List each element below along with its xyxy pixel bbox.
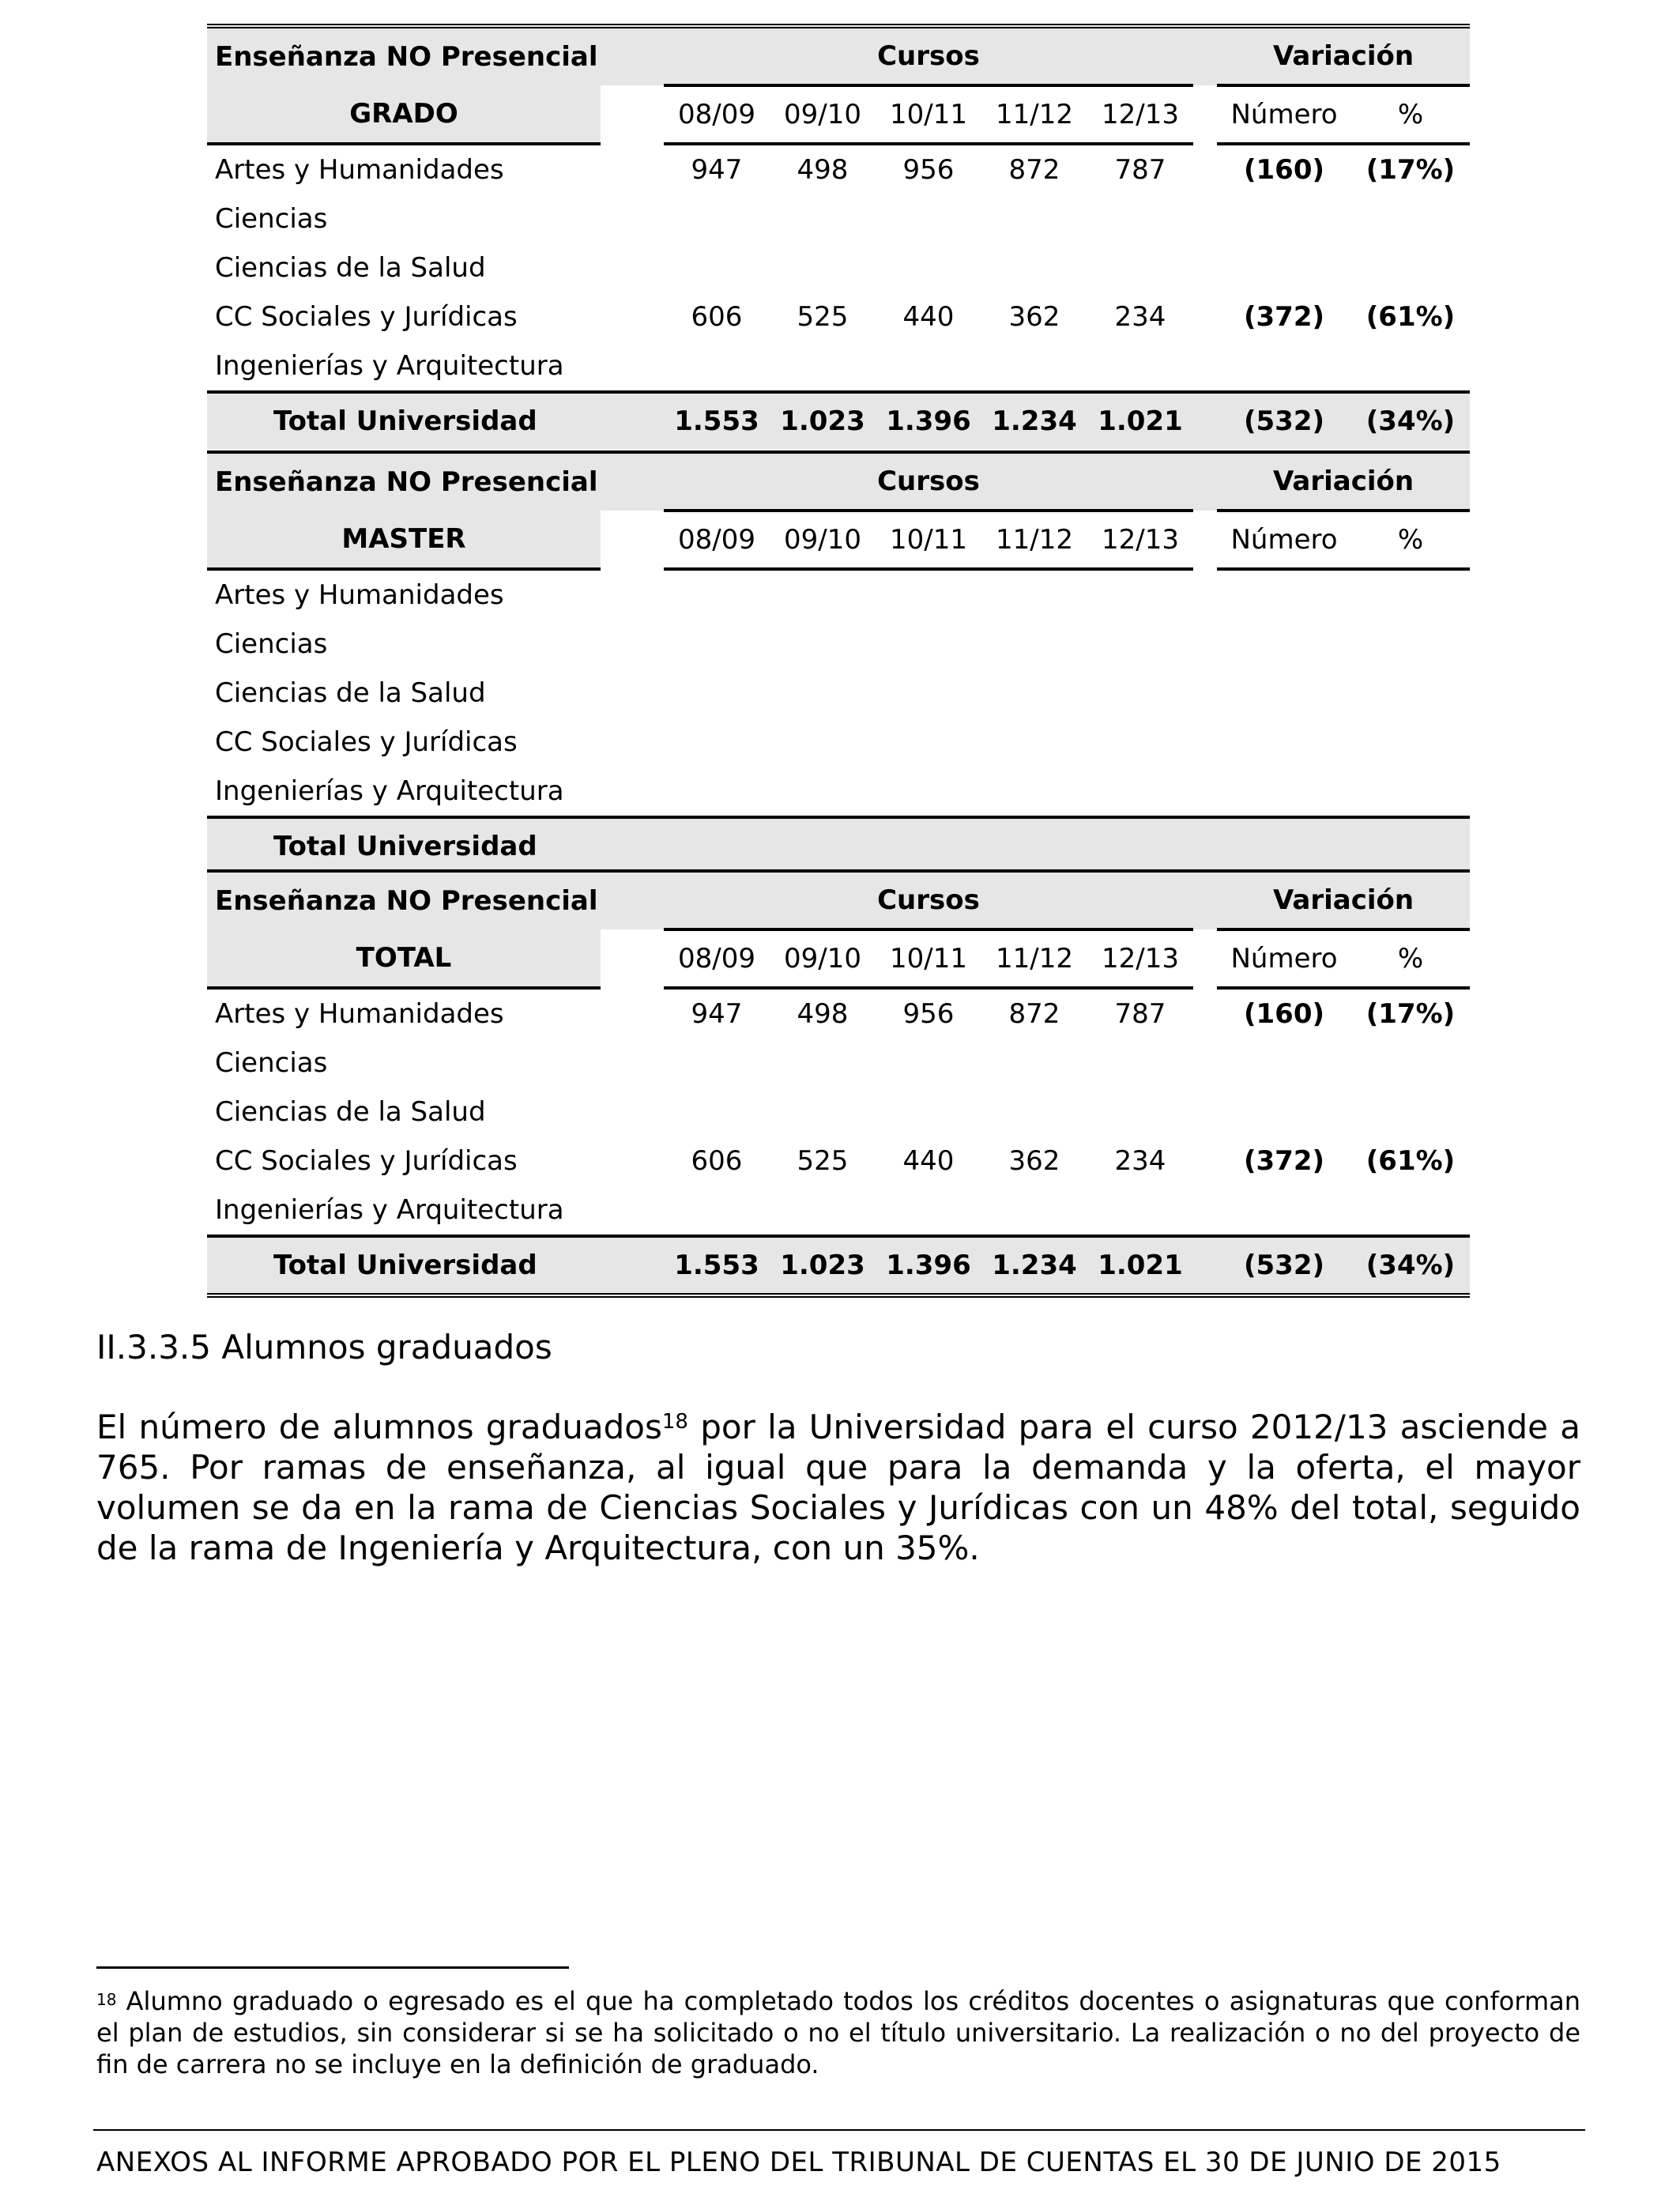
variation-percent bbox=[1351, 718, 1470, 767]
cell-value bbox=[664, 194, 770, 243]
cursos-header: Cursos bbox=[664, 26, 1193, 85]
numero-header: Número bbox=[1217, 929, 1351, 988]
table-row bbox=[207, 243, 1470, 292]
cell-value: 947 bbox=[691, 998, 743, 1030]
year-header: 12/13 bbox=[1087, 929, 1193, 988]
total-value bbox=[664, 817, 770, 874]
total-value: 1.553 bbox=[664, 392, 770, 449]
cell-value bbox=[1087, 341, 1193, 392]
cell-value bbox=[981, 341, 1087, 392]
variation-percent bbox=[1351, 1186, 1470, 1236]
total-row bbox=[207, 1236, 1470, 1295]
cell-value bbox=[1087, 194, 1193, 243]
variacion-header: Variación bbox=[1217, 871, 1470, 929]
cell-value bbox=[981, 194, 1087, 243]
variation-number: (160) bbox=[1243, 154, 1325, 186]
cell-value: 947 bbox=[691, 154, 743, 186]
cell-value bbox=[664, 620, 770, 669]
year-header: 09/10 bbox=[770, 85, 876, 144]
cell-value bbox=[876, 1039, 981, 1088]
cursos-header: Cursos bbox=[664, 871, 1193, 929]
cell-value bbox=[876, 569, 981, 620]
variation-number bbox=[1217, 669, 1351, 718]
cell-value bbox=[664, 718, 770, 767]
variacion-header: Variación bbox=[1217, 26, 1470, 85]
total-value: 1.553 bbox=[664, 1236, 770, 1295]
table-subtitle: TOTAL bbox=[207, 929, 601, 988]
total-label: Total Universidad bbox=[207, 392, 601, 449]
cell-value: 234 bbox=[1114, 1145, 1166, 1177]
row-label: Ingenierías y Arquitectura bbox=[215, 775, 564, 807]
variation-number bbox=[1217, 1039, 1351, 1088]
cell-value bbox=[1087, 1039, 1193, 1088]
paragraph-text-start: El número de alumnos graduados bbox=[96, 1408, 662, 1446]
variation-percent bbox=[1351, 341, 1470, 392]
table-row bbox=[207, 988, 1470, 1039]
variacion-header: Variación bbox=[1217, 452, 1470, 511]
variation-number bbox=[1217, 194, 1351, 243]
table-row bbox=[207, 718, 1470, 767]
table-row bbox=[207, 144, 1470, 194]
total-label: Total Universidad bbox=[207, 1236, 601, 1295]
cursos-header: Cursos bbox=[664, 452, 1193, 511]
variation-number: (372) bbox=[1243, 301, 1325, 333]
cell-value bbox=[981, 620, 1087, 669]
footnote bbox=[96, 1985, 1580, 2080]
row-label: Ciencias bbox=[215, 1047, 328, 1079]
total-variation-number bbox=[1217, 817, 1351, 874]
total-variation-percent: (34%) bbox=[1351, 392, 1470, 449]
cell-value: 498 bbox=[797, 154, 849, 186]
cell-value bbox=[1087, 1088, 1193, 1137]
variation-percent: (17%) bbox=[1365, 998, 1456, 1030]
pct-header: % bbox=[1351, 929, 1470, 988]
year-header: 08/09 bbox=[664, 511, 770, 569]
row-label: Ciencias bbox=[215, 628, 328, 660]
year-header: 12/13 bbox=[1087, 511, 1193, 569]
cell-value bbox=[876, 767, 981, 817]
cell-value: 498 bbox=[797, 998, 849, 1030]
pct-header: % bbox=[1351, 511, 1470, 569]
variation-number bbox=[1217, 1088, 1351, 1137]
table-subtitle: MASTER bbox=[207, 511, 601, 569]
numero-header: Número bbox=[1217, 85, 1351, 144]
row-label: CC Sociales y Jurídicas bbox=[215, 1145, 518, 1177]
cell-value: 872 bbox=[1008, 154, 1060, 186]
cell-value: 606 bbox=[691, 301, 743, 333]
table-header-title: Enseñanza NO Presencial bbox=[207, 452, 601, 511]
cell-value: 787 bbox=[1114, 154, 1166, 186]
variation-percent bbox=[1351, 669, 1470, 718]
variation-number bbox=[1217, 620, 1351, 669]
table-row bbox=[207, 194, 1470, 243]
cell-value bbox=[1087, 718, 1193, 767]
table-master bbox=[207, 450, 1470, 874]
total-value: 1.234 bbox=[981, 392, 1087, 449]
cell-value bbox=[770, 620, 876, 669]
variation-percent bbox=[1351, 620, 1470, 669]
total-value: 1.234 bbox=[981, 1236, 1087, 1295]
variation-number: (372) bbox=[1243, 1145, 1325, 1177]
variation-percent bbox=[1351, 569, 1470, 620]
page-footer: ANEXOS AL INFORME APROBADO POR EL PLENO DEL TRIBUNAL DE CUENTAS EL 30 DE JUNIO DE 2015 bbox=[96, 2147, 1501, 2178]
cell-value bbox=[770, 669, 876, 718]
table-total bbox=[207, 869, 1470, 1298]
cell-value bbox=[770, 1088, 876, 1137]
table-row bbox=[207, 1186, 1470, 1236]
total-value: 1.396 bbox=[876, 392, 981, 449]
cell-value bbox=[876, 669, 981, 718]
table-row bbox=[207, 620, 1470, 669]
cell-value bbox=[981, 1039, 1087, 1088]
body-paragraph bbox=[96, 1407, 1580, 1568]
total-variation-percent: (34%) bbox=[1351, 1236, 1470, 1295]
cell-value bbox=[664, 1186, 770, 1236]
total-value: 1.021 bbox=[1087, 392, 1193, 449]
cell-value bbox=[1087, 669, 1193, 718]
cell-value: 440 bbox=[902, 301, 955, 333]
cell-value: 525 bbox=[797, 301, 849, 333]
table-header-title: Enseñanza NO Presencial bbox=[207, 26, 601, 85]
table-row bbox=[207, 1088, 1470, 1137]
row-label: CC Sociales y Jurídicas bbox=[215, 726, 518, 758]
table-row bbox=[207, 767, 1470, 817]
cell-value bbox=[664, 569, 770, 620]
cell-value: 525 bbox=[797, 1145, 849, 1177]
cell-value bbox=[770, 767, 876, 817]
cell-value: 787 bbox=[1114, 998, 1166, 1030]
total-value bbox=[981, 817, 1087, 874]
total-value: 1.023 bbox=[770, 1236, 876, 1295]
cell-value bbox=[1087, 243, 1193, 292]
cell-value bbox=[664, 669, 770, 718]
cell-value bbox=[981, 767, 1087, 817]
cell-value bbox=[770, 569, 876, 620]
cell-value bbox=[876, 341, 981, 392]
cell-value bbox=[770, 194, 876, 243]
cell-value bbox=[664, 767, 770, 817]
cell-value bbox=[664, 341, 770, 392]
cell-value: 956 bbox=[902, 998, 955, 1030]
total-row bbox=[207, 392, 1470, 449]
cell-value: 606 bbox=[691, 1145, 743, 1177]
cell-value bbox=[876, 620, 981, 669]
cell-value bbox=[770, 718, 876, 767]
year-header: 12/13 bbox=[1087, 85, 1193, 144]
total-value bbox=[876, 817, 981, 874]
cell-value bbox=[876, 1186, 981, 1236]
cell-value bbox=[664, 1088, 770, 1137]
total-variation-number: (532) bbox=[1217, 392, 1351, 449]
variation-percent: (17%) bbox=[1365, 154, 1456, 186]
year-header: 10/11 bbox=[876, 929, 981, 988]
variation-number bbox=[1217, 341, 1351, 392]
cell-value bbox=[876, 194, 981, 243]
row-label: Ciencias de la Salud bbox=[215, 252, 486, 284]
cell-value bbox=[876, 718, 981, 767]
row-label: Ingenierías y Arquitectura bbox=[215, 350, 564, 382]
variation-percent: (61%) bbox=[1365, 301, 1456, 333]
footnote-text: Alumno graduado o egresado es el que ha completado todos los créditos docentes o asignaturas que conforman el plan de estudios, sin considerar si se ha solicitado o no el título universitario. La realización o no del proyecto de fin de carrera no se incluye en la definición de graduado. bbox=[96, 1986, 1580, 2079]
table-row bbox=[207, 341, 1470, 392]
cell-value: 234 bbox=[1114, 301, 1166, 333]
variation-number bbox=[1217, 243, 1351, 292]
table-header-title: Enseñanza NO Presencial bbox=[207, 871, 601, 929]
variation-percent bbox=[1351, 1088, 1470, 1137]
cell-value bbox=[664, 1039, 770, 1088]
cell-value bbox=[981, 669, 1087, 718]
row-label: Ciencias de la Salud bbox=[215, 677, 486, 709]
total-row bbox=[207, 817, 1470, 874]
cell-value bbox=[770, 341, 876, 392]
total-variation-percent bbox=[1351, 817, 1470, 874]
year-header: 09/10 bbox=[770, 929, 876, 988]
table-row bbox=[207, 569, 1470, 620]
pct-header: % bbox=[1351, 85, 1470, 144]
footnote-number: 18 bbox=[96, 1990, 117, 2009]
cell-value: 362 bbox=[1008, 1145, 1060, 1177]
year-header: 11/12 bbox=[981, 929, 1087, 988]
year-header: 10/11 bbox=[876, 511, 981, 569]
row-label: Artes y Humanidades bbox=[215, 579, 504, 611]
variation-number bbox=[1217, 767, 1351, 817]
cell-value: 872 bbox=[1008, 998, 1060, 1030]
total-label: Total Universidad bbox=[207, 817, 601, 874]
variation-number bbox=[1217, 1186, 1351, 1236]
numero-header: Número bbox=[1217, 511, 1351, 569]
row-label: Artes y Humanidades bbox=[215, 154, 504, 186]
variation-percent bbox=[1351, 243, 1470, 292]
year-header: 11/12 bbox=[981, 85, 1087, 144]
year-header: 08/09 bbox=[664, 929, 770, 988]
total-value: 1.021 bbox=[1087, 1236, 1193, 1295]
footnote-separator bbox=[96, 1966, 569, 1969]
cell-value: 956 bbox=[902, 154, 955, 186]
year-header: 08/09 bbox=[664, 85, 770, 144]
table-row bbox=[207, 292, 1470, 341]
cell-value bbox=[770, 1039, 876, 1088]
table-row bbox=[207, 1039, 1470, 1088]
variation-percent bbox=[1351, 1039, 1470, 1088]
cell-value bbox=[1087, 620, 1193, 669]
section-heading: II.3.3.5 Alumnos graduados bbox=[96, 1328, 552, 1367]
total-value bbox=[770, 817, 876, 874]
table-row bbox=[207, 1137, 1470, 1186]
total-variation-number: (532) bbox=[1217, 1236, 1351, 1295]
cell-value bbox=[770, 1186, 876, 1236]
total-value: 1.396 bbox=[876, 1236, 981, 1295]
cell-value bbox=[876, 243, 981, 292]
cell-value bbox=[664, 243, 770, 292]
cell-value bbox=[1087, 1186, 1193, 1236]
cell-value bbox=[770, 243, 876, 292]
table-grado bbox=[207, 24, 1470, 449]
cell-value bbox=[876, 1088, 981, 1137]
footer-separator bbox=[93, 2129, 1585, 2131]
variation-percent bbox=[1351, 767, 1470, 817]
paragraph-text-end: por la Universidad para el curso 2012/13 asciende a 765. Por ramas de enseñanza, al igual que para la demanda y la oferta, el mayor volumen se da en la rama de Ciencias Sociales y Jurídicas con un 48% del total, seguido de la rama de Ingeniería y Arquitectura, con un 35%. bbox=[96, 1408, 1580, 1567]
row-label: Ingenierías y Arquitectura bbox=[215, 1194, 564, 1226]
total-value bbox=[1087, 817, 1193, 874]
variation-number: (160) bbox=[1243, 998, 1325, 1030]
year-header: 10/11 bbox=[876, 85, 981, 144]
row-label: Ciencias bbox=[215, 203, 328, 235]
row-label: Ciencias de la Salud bbox=[215, 1096, 486, 1128]
cell-value bbox=[981, 569, 1087, 620]
cell-value bbox=[1087, 569, 1193, 620]
year-header: 11/12 bbox=[981, 511, 1087, 569]
footnote-reference[interactable]: 18 bbox=[661, 1410, 688, 1434]
variation-number bbox=[1217, 718, 1351, 767]
row-label: Artes y Humanidades bbox=[215, 998, 504, 1030]
cell-value bbox=[981, 1088, 1087, 1137]
cell-value: 362 bbox=[1008, 301, 1060, 333]
cell-value bbox=[981, 1186, 1087, 1236]
year-header: 09/10 bbox=[770, 511, 876, 569]
cell-value bbox=[981, 243, 1087, 292]
total-value: 1.023 bbox=[770, 392, 876, 449]
variation-number bbox=[1217, 569, 1351, 620]
cell-value: 440 bbox=[902, 1145, 955, 1177]
cell-value bbox=[981, 718, 1087, 767]
variation-percent: (61%) bbox=[1365, 1145, 1456, 1177]
table-subtitle: GRADO bbox=[207, 85, 601, 144]
variation-percent bbox=[1351, 194, 1470, 243]
table-row bbox=[207, 669, 1470, 718]
row-label: CC Sociales y Jurídicas bbox=[215, 301, 518, 333]
cell-value bbox=[1087, 767, 1193, 817]
